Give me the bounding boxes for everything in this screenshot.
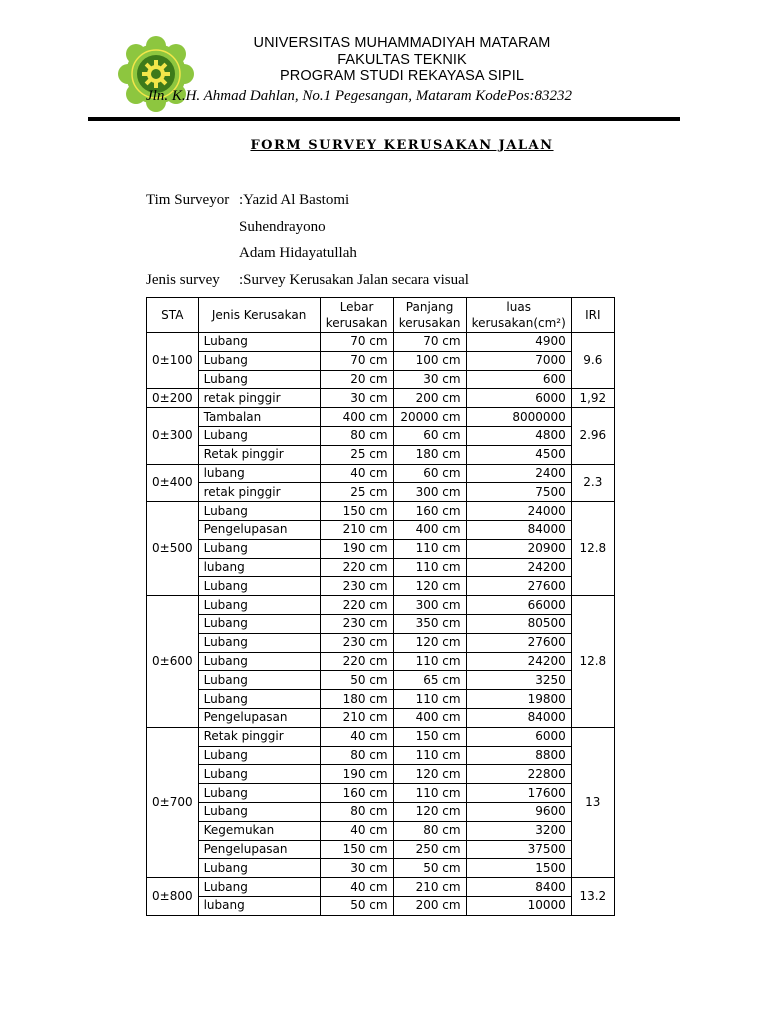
area-cell: 4900 bbox=[466, 333, 571, 352]
width-cell: 400 cm bbox=[320, 408, 393, 427]
width-cell: 150 cm bbox=[320, 840, 393, 859]
width-cell: 30 cm bbox=[320, 859, 393, 878]
header-panjang-line2: kerusakan bbox=[398, 316, 461, 330]
header-lebar bbox=[320, 298, 393, 333]
damage-type-cell: Lubang bbox=[198, 878, 320, 897]
area-cell: 17600 bbox=[466, 784, 571, 803]
surveyor-label: Tim Surveyor bbox=[146, 192, 230, 208]
surveyor-row bbox=[146, 192, 349, 209]
header-panjang bbox=[393, 298, 466, 333]
area-cell: 27600 bbox=[466, 633, 571, 652]
area-cell: 6000 bbox=[466, 727, 571, 746]
length-cell: 100 cm bbox=[393, 351, 466, 370]
length-cell: 300 cm bbox=[393, 596, 466, 615]
width-cell: 210 cm bbox=[320, 708, 393, 727]
length-cell: 250 cm bbox=[393, 840, 466, 859]
area-cell: 27600 bbox=[466, 577, 571, 596]
area-cell: 4500 bbox=[466, 445, 571, 464]
survey-type-row bbox=[146, 272, 469, 289]
area-cell: 84000 bbox=[466, 708, 571, 727]
width-cell: 80 cm bbox=[320, 746, 393, 765]
length-cell: 110 cm bbox=[393, 746, 466, 765]
damage-type-cell: Lubang bbox=[198, 596, 320, 615]
iri-cell: 2.96 bbox=[571, 408, 614, 464]
area-cell: 7000 bbox=[466, 351, 571, 370]
damage-type-cell: Lubang bbox=[198, 765, 320, 784]
length-cell: 210 cm bbox=[393, 878, 466, 897]
length-cell: 65 cm bbox=[393, 671, 466, 690]
damage-type-cell: lubang bbox=[198, 558, 320, 577]
width-cell: 160 cm bbox=[320, 784, 393, 803]
area-cell: 24200 bbox=[466, 652, 571, 671]
width-cell: 25 cm bbox=[320, 445, 393, 464]
damage-type-cell: Lubang bbox=[198, 671, 320, 690]
area-cell: 19800 bbox=[466, 690, 571, 709]
length-cell: 60 cm bbox=[393, 464, 466, 483]
length-cell: 200 cm bbox=[393, 896, 466, 915]
header-luas bbox=[466, 298, 571, 333]
iri-cell: 13 bbox=[571, 727, 614, 877]
length-cell: 120 cm bbox=[393, 633, 466, 652]
area-cell: 22800 bbox=[466, 765, 571, 784]
width-cell: 25 cm bbox=[320, 483, 393, 502]
survey-type-value: :Survey Kerusakan Jalan secara visual bbox=[239, 272, 469, 288]
length-cell: 120 cm bbox=[393, 577, 466, 596]
header-jenis: Jenis Kerusakan bbox=[198, 298, 320, 333]
sta-cell: 0±800 bbox=[147, 878, 199, 916]
program-name: PROGRAM STUDI REKAYASA SIPIL bbox=[280, 68, 524, 84]
table-row bbox=[147, 408, 615, 427]
area-cell: 8400 bbox=[466, 878, 571, 897]
width-cell: 230 cm bbox=[320, 633, 393, 652]
width-cell: 40 cm bbox=[320, 464, 393, 483]
iri-cell: 13.2 bbox=[571, 878, 614, 916]
sta-cell: 0±300 bbox=[147, 408, 199, 464]
table-row bbox=[147, 502, 615, 521]
area-cell: 9600 bbox=[466, 802, 571, 821]
sta-cell: 0±700 bbox=[147, 727, 199, 877]
length-cell: 30 cm bbox=[393, 370, 466, 389]
damage-survey-table bbox=[146, 297, 615, 916]
length-cell: 120 cm bbox=[393, 765, 466, 784]
iri-cell: 9.6 bbox=[571, 333, 614, 389]
area-cell: 1500 bbox=[466, 859, 571, 878]
faculty-name: FAKULTAS TEKNIK bbox=[337, 52, 467, 68]
width-cell: 80 cm bbox=[320, 802, 393, 821]
table-row bbox=[147, 558, 615, 577]
area-cell: 8800 bbox=[466, 746, 571, 765]
area-cell: 8000000 bbox=[466, 408, 571, 427]
table-row bbox=[147, 464, 615, 483]
width-cell: 40 cm bbox=[320, 878, 393, 897]
surveyor-name: Adam Hidayatullah bbox=[239, 245, 357, 261]
damage-type-cell: Kegemukan bbox=[198, 821, 320, 840]
area-cell: 84000 bbox=[466, 520, 571, 539]
damage-type-cell: Pengelupasan bbox=[198, 708, 320, 727]
length-cell: 400 cm bbox=[393, 708, 466, 727]
damage-type-cell: Retak pinggir bbox=[198, 727, 320, 746]
damage-type-cell: Lubang bbox=[198, 859, 320, 878]
header-lebar-line2: kerusakan bbox=[325, 316, 388, 330]
area-cell: 3250 bbox=[466, 671, 571, 690]
area-cell: 600 bbox=[466, 370, 571, 389]
table-row bbox=[147, 333, 615, 352]
sta-cell: 0±200 bbox=[147, 389, 199, 408]
damage-type-cell: Lubang bbox=[198, 633, 320, 652]
length-cell: 200 cm bbox=[393, 389, 466, 408]
table-row bbox=[147, 708, 615, 727]
length-cell: 350 cm bbox=[393, 614, 466, 633]
damage-type-cell: Lubang bbox=[198, 652, 320, 671]
sta-cell: 0±600 bbox=[147, 596, 199, 728]
damage-type-cell: Lubang bbox=[198, 539, 320, 558]
area-cell: 6000 bbox=[466, 389, 571, 408]
damage-type-cell: Lubang bbox=[198, 502, 320, 521]
damage-type-cell: retak pinggir bbox=[198, 389, 320, 408]
table-row bbox=[147, 633, 615, 652]
length-cell: 20000 cm bbox=[393, 408, 466, 427]
area-cell: 3200 bbox=[466, 821, 571, 840]
table-row bbox=[147, 802, 615, 821]
width-cell: 220 cm bbox=[320, 558, 393, 577]
width-cell: 150 cm bbox=[320, 502, 393, 521]
damage-type-cell: lubang bbox=[198, 896, 320, 915]
table-row bbox=[147, 426, 615, 445]
width-cell: 40 cm bbox=[320, 727, 393, 746]
table-row bbox=[147, 690, 615, 709]
width-cell: 20 cm bbox=[320, 370, 393, 389]
length-cell: 150 cm bbox=[393, 727, 466, 746]
letterhead bbox=[0, 0, 768, 125]
header-luas-line1: luas bbox=[506, 300, 531, 314]
table-header-row bbox=[147, 298, 615, 333]
length-cell: 120 cm bbox=[393, 802, 466, 821]
damage-type-cell: Tambalan bbox=[198, 408, 320, 427]
damage-type-cell: Lubang bbox=[198, 351, 320, 370]
table-row bbox=[147, 370, 615, 389]
table-row bbox=[147, 577, 615, 596]
area-cell: 7500 bbox=[466, 483, 571, 502]
table-row bbox=[147, 727, 615, 746]
area-cell: 80500 bbox=[466, 614, 571, 633]
form-title: FORM SURVEY KERUSAKAN JALAN bbox=[250, 138, 554, 153]
survey-type-label: Jenis survey bbox=[146, 272, 220, 288]
area-cell: 24200 bbox=[466, 558, 571, 577]
damage-type-cell: Lubang bbox=[198, 784, 320, 803]
width-cell: 70 cm bbox=[320, 351, 393, 370]
sta-cell: 0±100 bbox=[147, 333, 199, 389]
table-row bbox=[147, 746, 615, 765]
length-cell: 110 cm bbox=[393, 784, 466, 803]
length-cell: 110 cm bbox=[393, 558, 466, 577]
header-divider bbox=[88, 117, 680, 121]
table-row bbox=[147, 896, 615, 915]
area-cell: 2400 bbox=[466, 464, 571, 483]
length-cell: 180 cm bbox=[393, 445, 466, 464]
damage-type-cell: Lubang bbox=[198, 614, 320, 633]
table-row bbox=[147, 445, 615, 464]
table-row bbox=[147, 784, 615, 803]
table-row bbox=[147, 539, 615, 558]
width-cell: 220 cm bbox=[320, 596, 393, 615]
table-row bbox=[147, 483, 615, 502]
length-cell: 160 cm bbox=[393, 502, 466, 521]
header-luas-line2: kerusakan(cm²) bbox=[471, 316, 566, 330]
damage-type-cell: Lubang bbox=[198, 802, 320, 821]
area-cell: 4800 bbox=[466, 426, 571, 445]
sta-cell: 0±400 bbox=[147, 464, 199, 502]
length-cell: 110 cm bbox=[393, 539, 466, 558]
table-row bbox=[147, 671, 615, 690]
iri-cell: 2.3 bbox=[571, 464, 614, 502]
area-cell: 24000 bbox=[466, 502, 571, 521]
length-cell: 400 cm bbox=[393, 520, 466, 539]
area-cell: 10000 bbox=[466, 896, 571, 915]
damage-type-cell: Lubang bbox=[198, 746, 320, 765]
width-cell: 190 cm bbox=[320, 765, 393, 784]
length-cell: 110 cm bbox=[393, 690, 466, 709]
table-row bbox=[147, 351, 615, 370]
surveyor-name: Suhendrayono bbox=[239, 219, 326, 235]
width-cell: 230 cm bbox=[320, 577, 393, 596]
damage-type-cell: Lubang bbox=[198, 370, 320, 389]
iri-cell: 12.8 bbox=[571, 502, 614, 596]
area-cell: 37500 bbox=[466, 840, 571, 859]
table-row bbox=[147, 765, 615, 784]
header-iri: IRI bbox=[571, 298, 614, 333]
damage-type-cell: Lubang bbox=[198, 577, 320, 596]
width-cell: 190 cm bbox=[320, 539, 393, 558]
length-cell: 110 cm bbox=[393, 652, 466, 671]
header-lebar-line1: Lebar bbox=[339, 300, 374, 314]
table-row bbox=[147, 878, 615, 897]
damage-type-cell: Pengelupasan bbox=[198, 520, 320, 539]
length-cell: 300 cm bbox=[393, 483, 466, 502]
area-cell: 66000 bbox=[466, 596, 571, 615]
damage-type-cell: lubang bbox=[198, 464, 320, 483]
width-cell: 220 cm bbox=[320, 652, 393, 671]
table-row bbox=[147, 520, 615, 539]
length-cell: 50 cm bbox=[393, 859, 466, 878]
width-cell: 50 cm bbox=[320, 896, 393, 915]
damage-type-cell: Pengelupasan bbox=[198, 840, 320, 859]
header-sta: STA bbox=[147, 298, 199, 333]
table-row bbox=[147, 859, 615, 878]
length-cell: 60 cm bbox=[393, 426, 466, 445]
university-name: UNIVERSITAS MUHAMMADIYAH MATARAM bbox=[253, 35, 551, 51]
length-cell: 80 cm bbox=[393, 821, 466, 840]
width-cell: 230 cm bbox=[320, 614, 393, 633]
damage-type-cell: Lubang bbox=[198, 426, 320, 445]
damage-type-cell: retak pinggir bbox=[198, 483, 320, 502]
sta-cell: 0±500 bbox=[147, 502, 199, 596]
header-panjang-line1: Panjang bbox=[405, 300, 454, 314]
width-cell: 30 cm bbox=[320, 389, 393, 408]
damage-type-cell: Retak pinggir bbox=[198, 445, 320, 464]
width-cell: 40 cm bbox=[320, 821, 393, 840]
iri-cell: 1,92 bbox=[571, 389, 614, 408]
width-cell: 210 cm bbox=[320, 520, 393, 539]
table-row bbox=[147, 652, 615, 671]
damage-type-cell: Lubang bbox=[198, 333, 320, 352]
area-cell: 20900 bbox=[466, 539, 571, 558]
address: Jln. K.H. Ahmad Dahlan, No.1 Pegesangan, Mataram KodePos:83232 bbox=[146, 88, 572, 104]
table-row bbox=[147, 596, 615, 615]
table-row bbox=[147, 821, 615, 840]
width-cell: 80 cm bbox=[320, 426, 393, 445]
table-row bbox=[147, 840, 615, 859]
table-row bbox=[147, 614, 615, 633]
damage-type-cell: Lubang bbox=[198, 690, 320, 709]
width-cell: 180 cm bbox=[320, 690, 393, 709]
table-row bbox=[147, 389, 615, 408]
surveyor-name: :Yazid Al Bastomi bbox=[239, 192, 350, 208]
width-cell: 70 cm bbox=[320, 333, 393, 352]
iri-cell: 12.8 bbox=[571, 596, 614, 728]
width-cell: 50 cm bbox=[320, 671, 393, 690]
length-cell: 70 cm bbox=[393, 333, 466, 352]
